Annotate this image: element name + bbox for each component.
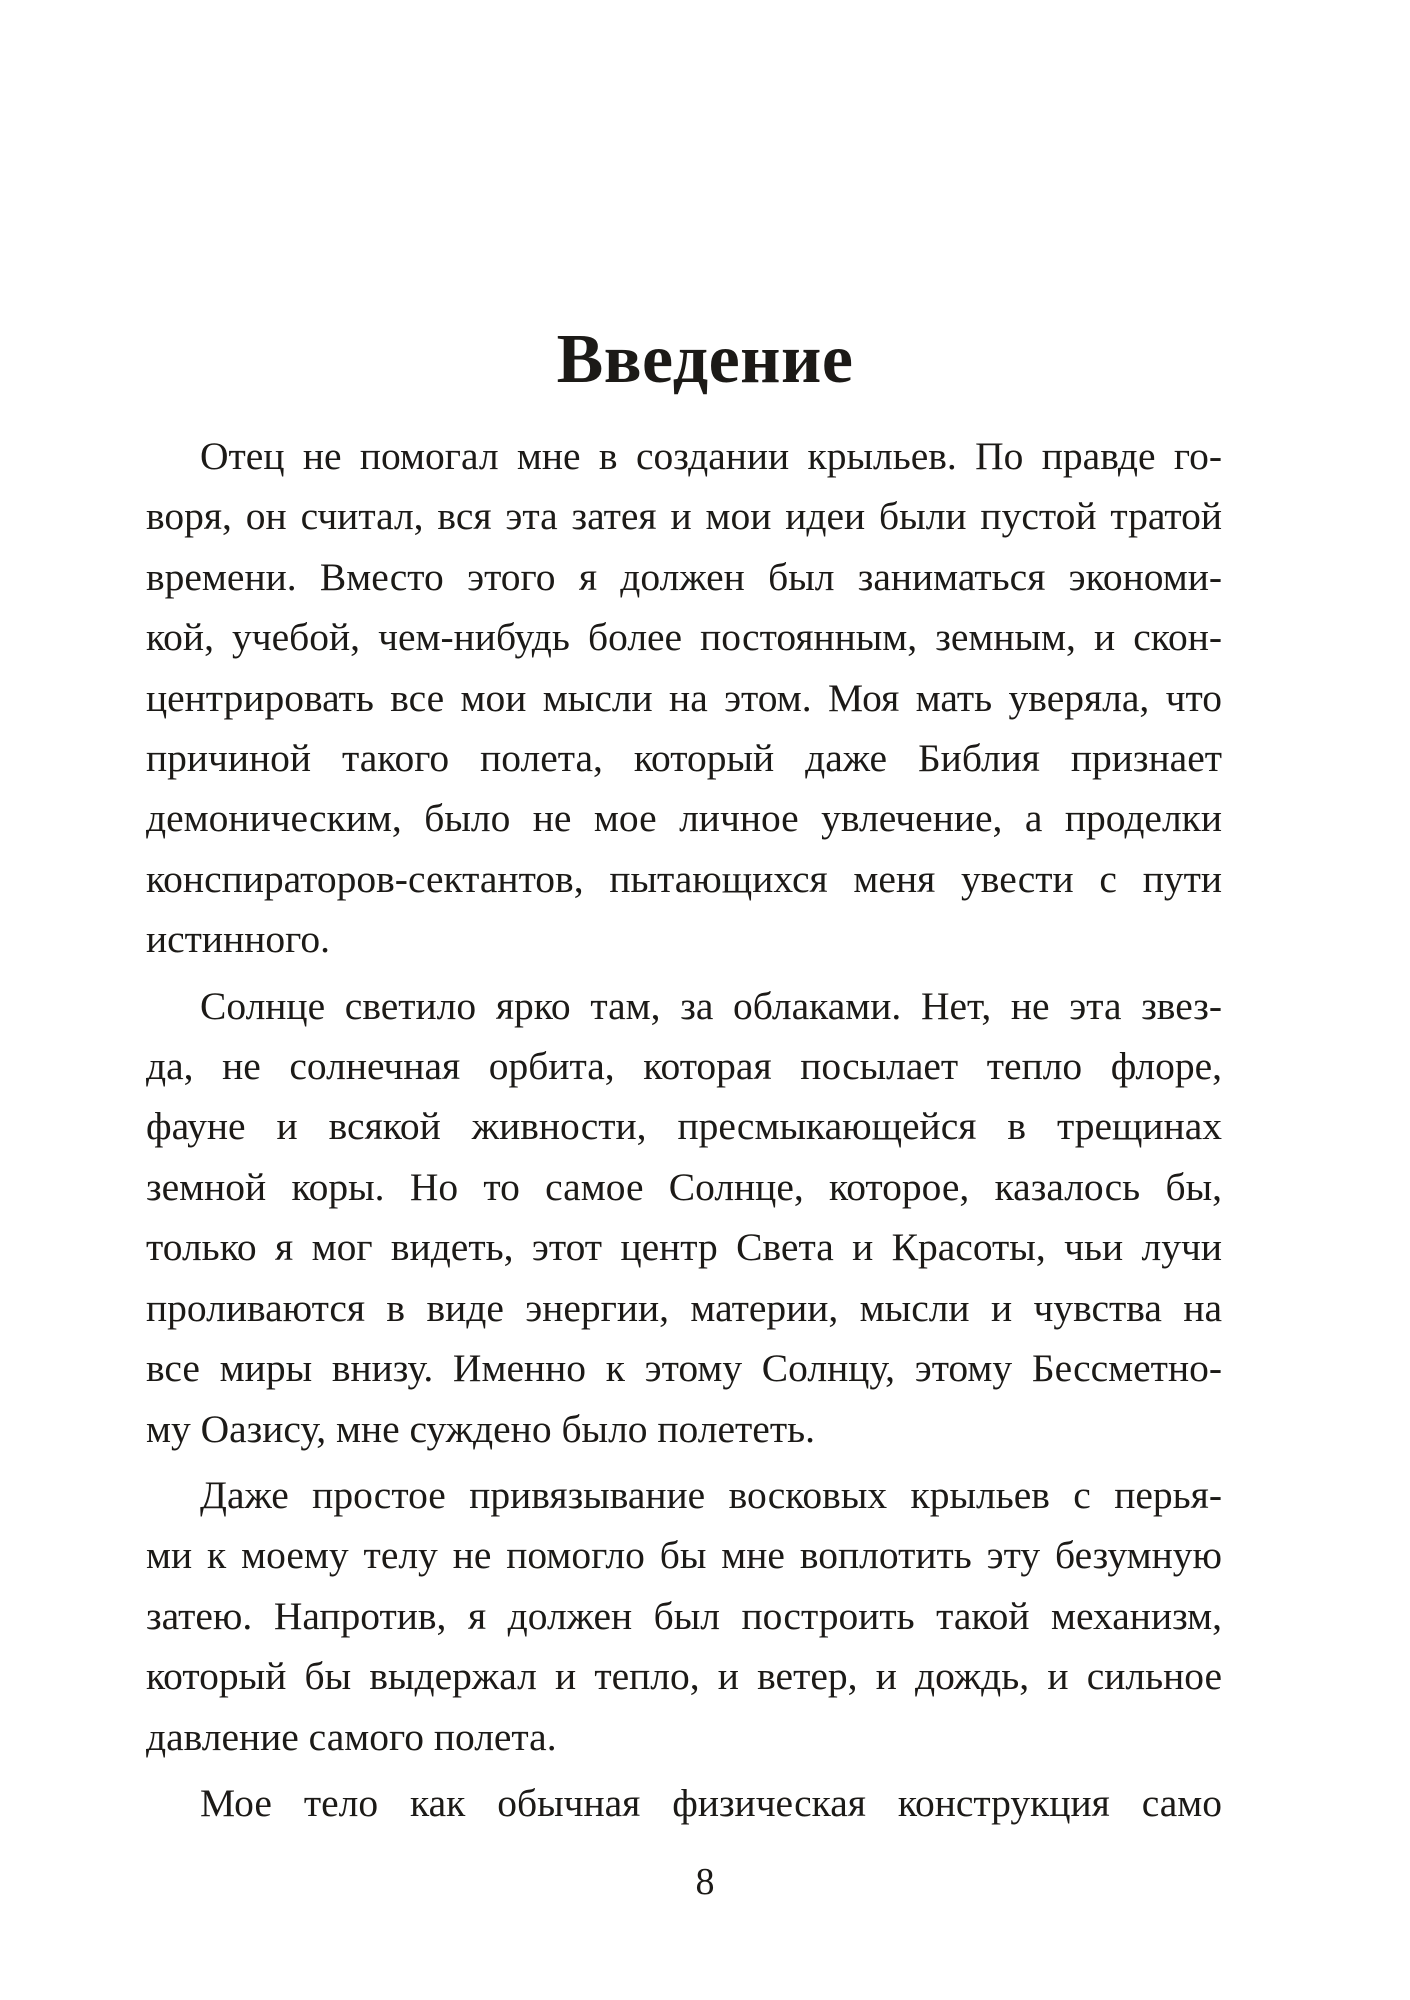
text-line: который бы выдержал и тепло, и ветер, и дождь, и сильное [146, 1654, 1222, 1699]
body-text [146, 426, 1222, 1839]
text-line: только я мог видеть, этот центр Света и Красоты, чьи лучи [146, 1225, 1222, 1270]
text-line: Отец не помогал мне в создании крыльев. По правде го- [200, 434, 1222, 478]
text-line: фауне и всякой живности, пресмыкающейся в трещинах [146, 1104, 1222, 1149]
text-line: конспираторов-сектантов, пытающихся меня увести с пути [146, 856, 1222, 901]
text-line: му Оазису, мне суждено было полететь. [146, 1406, 815, 1451]
text-line: проливаются в виде энергии, материи, мысли и чувства на [146, 1285, 1222, 1330]
text-line: времени. Вместо этого я должен был заниматься экономи- [146, 554, 1222, 599]
text-line: давление самого полета. [146, 1714, 557, 1759]
text-line: ми к моему телу не помогло бы мне воплотить эту безумную [146, 1533, 1222, 1578]
paragraph [146, 426, 1222, 970]
text-line: затею. Напротив, я должен был построить такой механизм, [146, 1593, 1222, 1638]
text-line: воря, он считал, вся эта затея и мои идеи были пустой тратой [146, 494, 1222, 539]
paragraph [146, 976, 1222, 1459]
text-line: демоническим, было не мое личное увлечение, а проделки [146, 796, 1222, 841]
paragraph [146, 1773, 1222, 1833]
text-line: причиной такого полета, который даже Библия признает [146, 736, 1222, 781]
text-line: все миры внизу. Именно к этому Солнцу, этому Бессметно- [146, 1346, 1222, 1391]
text-line: кой, учебой, чем-нибудь более постоянным, земным, и скон- [146, 615, 1222, 660]
text-line: истинного. [146, 917, 330, 962]
paragraph [146, 1465, 1222, 1767]
text-line: да, не солнечная орбита, которая посылает тепло флоре, [146, 1044, 1222, 1089]
text-line: земной коры. Но то самое Солнце, которое, казалось бы, [146, 1164, 1222, 1209]
text-line: Мое тело как обычная физическая конструкция само [200, 1780, 1222, 1825]
page-number: 8 [695, 1861, 715, 1903]
text-line: центрировать все мои мысли на этом. Моя мать уверяла, что [146, 675, 1222, 720]
text-line: Даже простое привязывание восковых крыльев с перья- [200, 1472, 1222, 1517]
chapter-title: Введение [556, 321, 854, 398]
text-line: Солнце светило ярко там, за облаками. Нет, не эта звез- [200, 983, 1222, 1028]
